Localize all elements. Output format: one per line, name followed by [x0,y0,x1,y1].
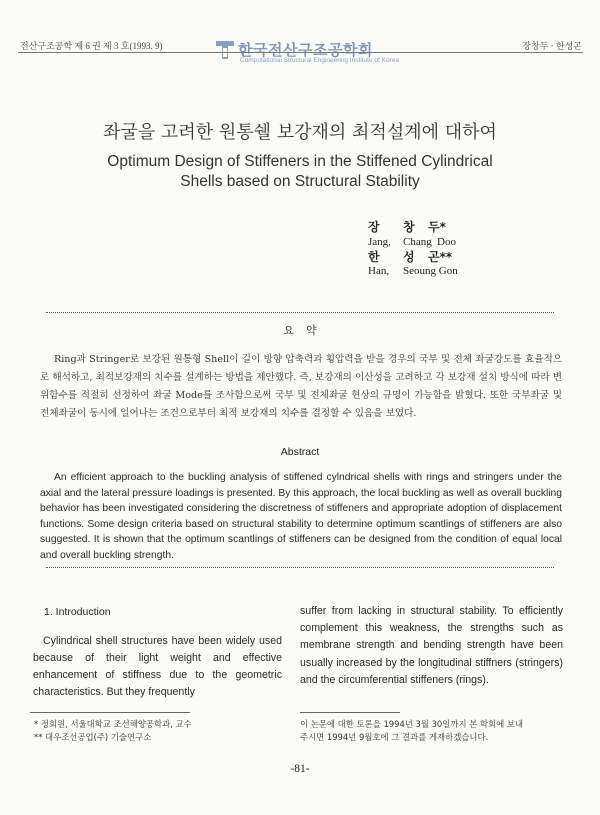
author-1-english-surname: Jang, [368,236,391,248]
author-2-korean-given-1: 성 [403,250,415,264]
abstract-heading: Abstract [280,446,320,458]
abstract-text: An efficient approach to the buckling analysis of stiffened cylndrical shells with rings and stringers under the axial and the lateral pressure loadings is presented. By this approach, the local buckling as well as overall buckling behavior has been investigated considering the discretness of stiffeners and appropriate adoption of displacement functions. Some design criteria based on structural stability to determine optimum scantlings of stiffeners are also suggested. It is shown that the optimum scantlings of stiffeners can be designed from the condition of equal local and overall buckling strength. [40,472,562,561]
page-number: -81- [290,763,310,775]
author-1-english-given-2: Doo [437,236,456,248]
author-1-korean-given-2: 두* [428,220,446,234]
english-title-line-1: Optimum Design of Stiffeners in the Stiffened Cylindrical [107,153,493,170]
header-authors: 장창두 · 한성곤 [522,41,582,51]
author-1-korean-given-1: 창 [403,220,415,234]
header-rule [18,52,583,53]
author-2-english-given: Seoung Gon [403,265,458,277]
author-1-korean-surname: 장 [368,220,380,234]
author-2-korean-surname: 한 [368,250,380,264]
english-title-line-2: Shells based on Structural Stability [180,173,420,190]
introduction-right-column: suffer from lacking in structural stability. To efficiently complement this weakness, the strengths such as membrane strength and bending strength have been usually increased by the longitudinal stiffners (stringers) and the circumferential stiffeners (rings). [300,605,563,686]
summary-text: Ring과 Stringer로 보강된 원통형 Shell이 길이 방향 압축력과 횡압력을 받을 경우의 국부 및 전체 좌굴강도를 효율적으로 해석하고, 최적보강재의 치수를 설계하는 방법을 제안했다. 즉, 보강재의 이산성을 고려하고 각 보강재 설치 방식에 따라 변위함수를 적절히 선정하여 좌굴 Mode를 조사함으로써 국부 및 전체좌굴 현상의 규명이 가능함을 밝혔다. 또한 국부좌굴 및 전체좌굴이 동시에 일어나는 조건으로부터 최적 보강재의 치수를 결정할 수 있음을 보였다. [40,354,562,419]
society-logo-icon [214,39,236,61]
footnote-rule-right [300,712,400,713]
footnote-discussion-1: 이 논문에 대한 토론을 1994년 3월 30일까지 본 학회에 보내 [300,719,524,729]
section-heading-introduction: 1. Introduction [44,606,111,618]
introduction-left-column: Cylindrical shell structures have been widely used because of their light weight and effective enhancement of stiffness due to the geometric characteristics. But they frequently [33,635,282,698]
summary-heading: 요약 [283,324,329,337]
dotted-separator-bottom [46,567,554,568]
journal-reference: 전산구조공학 제 6 권 제 3 호(1993. 9) [20,41,163,51]
author-2-korean-given-2: 곤** [428,250,453,264]
footnote-author-2: ** 대우조선공업(주) 기술연구소 [34,732,152,742]
footnote-author-1: * 정회원, 서울대학교 조선해양공학과, 교수 [34,719,192,729]
society-name-korean: 한국전산구조공학회 [238,41,373,59]
society-name-english: Computational Structural Engineering Institute of Korea [240,57,399,64]
author-1-english-given-1: Chang [403,236,432,248]
author-2-english-surname: Han, [368,265,390,277]
footnote-discussion-2: 주시면 1994년 9월호에 그 결과를 게재하겠습니다. [300,732,489,742]
dotted-separator-top [46,312,554,313]
korean-title: 좌굴을 고려한 원통쉘 보강재의 최적설계에 대하여 [103,122,497,143]
society-logo [214,39,399,67]
footnote-rule-left [30,712,190,713]
